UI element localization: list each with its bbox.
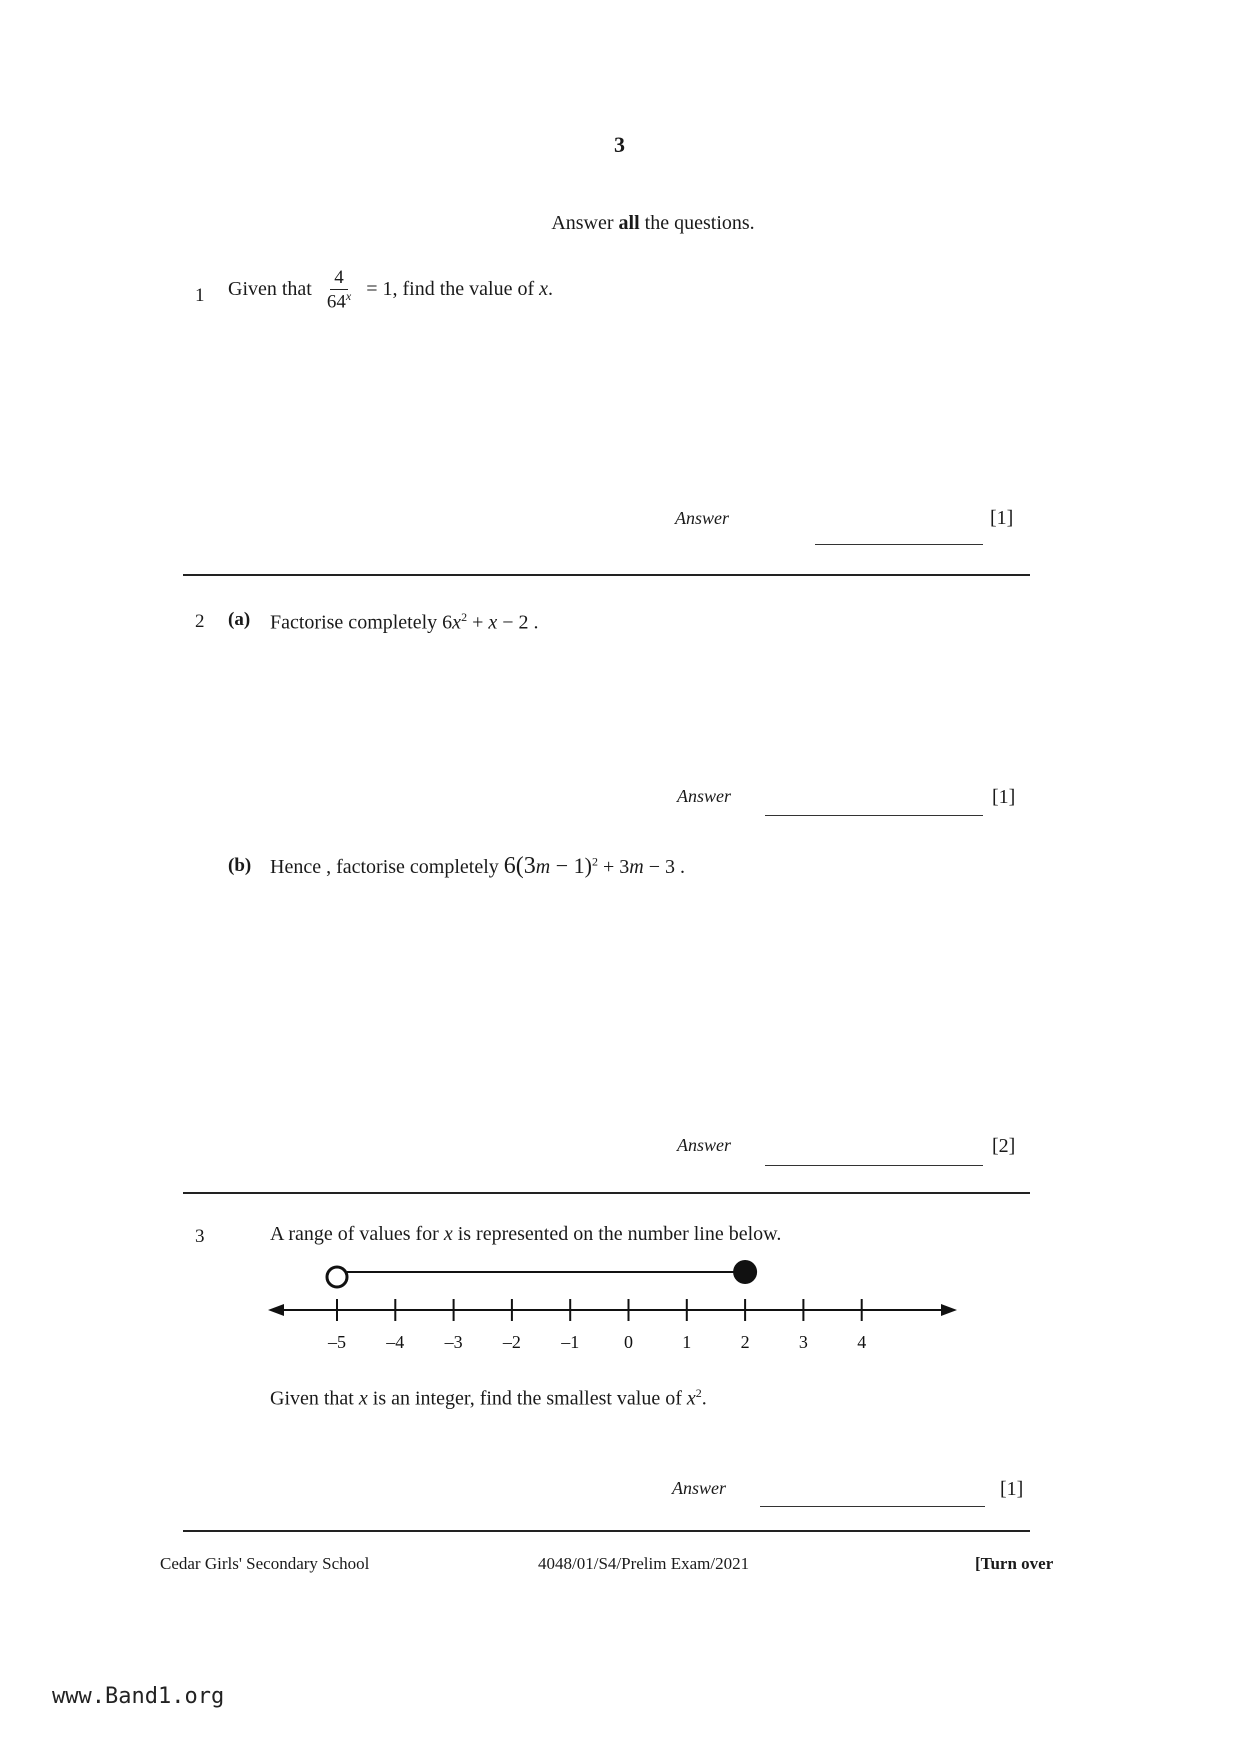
watermark: www.Band1.org: [52, 1684, 225, 1709]
number-line-tick-label: –4: [386, 1332, 405, 1352]
question-3-answer-line[interactable]: [760, 1506, 985, 1507]
question-3-intro: A range of values for x is represented on the number line below.: [270, 1223, 782, 1245]
question-2a-label: (a): [228, 609, 251, 630]
question-1-fraction: $\frac{4}{64^x}$: [326, 267, 352, 313]
question-2b-marks: [2]: [992, 1135, 1016, 1157]
number-line-tick-label: 3: [798, 1332, 808, 1352]
number-line: [260, 1250, 960, 1360]
page-number: 3: [614, 132, 625, 157]
question-2a-text: Factorise completely $6x^2 + x - 2$ .: [270, 610, 539, 634]
question-3-number: 3: [195, 1226, 205, 1247]
question-2b-answer-line[interactable]: [765, 1165, 983, 1166]
question-1-text: Given that $\frac{4}{64^x}$ = 1, find the value of x.: [228, 267, 553, 313]
number-line-right-arrow: [941, 1304, 957, 1316]
number-line-tick-label: –2: [502, 1332, 521, 1352]
question-2a-answer-line[interactable]: [765, 815, 983, 816]
instruction-emphasis: all: [618, 212, 640, 234]
question-2b-text: Hence , factorise completely $6(3m - 1)^2 + 3m - 3$ .: [270, 853, 685, 879]
question-2b-label: (b): [228, 855, 252, 876]
question-2a-marks: [1]: [992, 786, 1016, 808]
question-1-answer-label: Answer: [675, 508, 729, 528]
number-line-tick-label: 0: [624, 1332, 633, 1352]
divider-3: [183, 1530, 1030, 1532]
question-2-number: 2: [195, 611, 205, 632]
footer-exam-code: 4048/01/S4/Prelim Exam/2021: [538, 1554, 750, 1573]
divider-1: [183, 574, 1030, 576]
question-3-marks: [1]: [1000, 1478, 1024, 1500]
question-1-answer-line[interactable]: [815, 544, 983, 545]
instruction: Answer all the questions.: [551, 212, 755, 234]
divider-2: [183, 1192, 1030, 1194]
number-line-tick-label: 2: [740, 1332, 750, 1352]
question-2b-answer-label: Answer: [677, 1135, 731, 1155]
footer-school: Cedar Girls' Secondary School: [160, 1554, 370, 1573]
question-1-marks: [1]: [990, 507, 1014, 529]
number-line-open-endpoint: [327, 1267, 347, 1287]
number-line-tick-label: –5: [328, 1332, 346, 1352]
number-line-tick-label: –1: [561, 1332, 580, 1352]
number-line-closed-endpoint: [733, 1260, 757, 1284]
number-line-tick-label: 1: [682, 1332, 692, 1352]
footer-turn-over: [Turn over: [975, 1554, 1054, 1573]
question-3-answer-label: Answer: [672, 1478, 726, 1498]
number-line-tick-label: –3: [444, 1332, 463, 1352]
question-3-text: Given that x is an integer, find the smallest value of $x^2$.: [270, 1386, 707, 1410]
question-2a-answer-label: Answer: [677, 786, 731, 806]
number-line-tick-label: 4: [857, 1332, 867, 1352]
number-line-left-arrow: [268, 1304, 284, 1316]
question-1-number: 1: [195, 285, 205, 306]
